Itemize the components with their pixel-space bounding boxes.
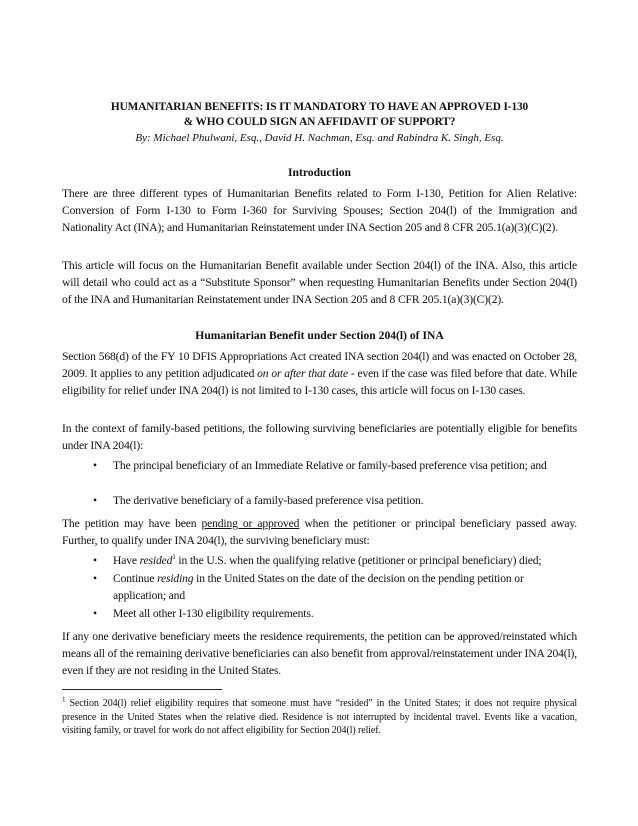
section-paragraph-3: The petition may have been pending or approved when the petitioner or principal beneficiary passed away. Further, to qualify under INA 204(l), the surviving beneficiary must: [62, 517, 578, 547]
footnote: $^1$ Section 204(l) relief eligibility requires that someone must have “resided” in the United States; it does not require physical presence in the United States when the relative died. Residence is not interrupted by incidental travel. Events like a vacation, visiting family, or travel for work do not affect eligibility for Section 204(l) relief. [62, 695, 577, 736]
title-line-2: & WHO COULD SIGN AN AFFIDAVIT OF SUPPORT? [183, 116, 456, 128]
footnote-separator [62, 689, 222, 690]
title-line-1: HUMANITARIAN BENEFITS: IS IT MANDATORY TO HAVE AN APPROVED I-130 [110, 101, 529, 113]
bullet-glyph: • [93, 554, 97, 567]
bullet-glyph: • [93, 607, 97, 620]
intro-paragraph-1: There are three different types of Humanitarian Benefits related to Form I-130, Petition for Alien Relative: Conversion of Form I-130 to Form I-360 for Surviving Spouses; Section 204(l) of the Immigration and Nationality Act (INA); and Humanitarian Reinstatement under INA Section 205 and 8 CFR 205.1(a)(3)(C)(2). [62, 187, 577, 234]
author-byline: By: Michael Phulwani, Esq., David H. Nachman, Esq. and Rabindra K. Singh, Esq. [135, 132, 504, 144]
bullet-glyph: • [93, 494, 97, 507]
footnote-marker: 1 [62, 695, 66, 704]
section-paragraph-1: Section 568(d) of the FY 10 DFIS Appropriations Act created INA section 204(l) and was enacted on October 28, 2009. It applies to any petition adjudicated on or after that date - even if the case was filed before that date. While eligibility for relief under INA 204(l) is not limited to I-130 cases, this article will focus on I-130 cases. [62, 350, 577, 397]
document-title [62, 100, 577, 130]
section-paragraph-2: In the context of family-based petitions, the following surviving beneficiaries are potentially eligible for benefits under INA 204(l): [62, 422, 577, 452]
list-item-text: Have resided$^1$ in the U.S. when the qualifying relative (petitioner or principal beneficiary) died; [113, 553, 542, 567]
list-item-text: The derivative beneficiary of a family-based preference visa petition. [113, 494, 424, 507]
bullet-glyph: • [93, 572, 97, 585]
introduction-heading: Introduction [288, 166, 351, 179]
intro-paragraph-2: This article will focus on the Humanitarian Benefit available under Section 204(l) of the INA. Also, this article will detail who could act as a “Substitute Sponsor” when requesting Humanitarian Benefits under Section 204(l) of the INA and Humanitarian Reinstatement under INA Section 205 and 8 CFR 205.1(a)(3)(C)(2). [62, 259, 577, 306]
bullet-glyph: • [93, 459, 97, 472]
section-paragraph-4: If any one derivative beneficiary meets the residence requirements, the petition can be approved/reinstated which means all of the remaining derivative beneficiaries can also benefit from approval/reinstatement under INA 204(l), even if they are not residing in the United States. [62, 630, 577, 677]
list-item-text: Meet all other I-130 eligibility requirements. [113, 607, 314, 620]
list-item-text: The principal beneficiary of an Immediate Relative or family-based preference visa petition; and [113, 459, 547, 472]
footnote-reference: 1 [172, 553, 176, 562]
section-heading: Humanitarian Benefit under Section 204(l) of INA [195, 329, 444, 342]
list-item-text: Continue residing in the United States on the date of the decision on the pending petition or application; and [113, 572, 524, 602]
underlined-phrase: pending or approved [201, 517, 300, 530]
